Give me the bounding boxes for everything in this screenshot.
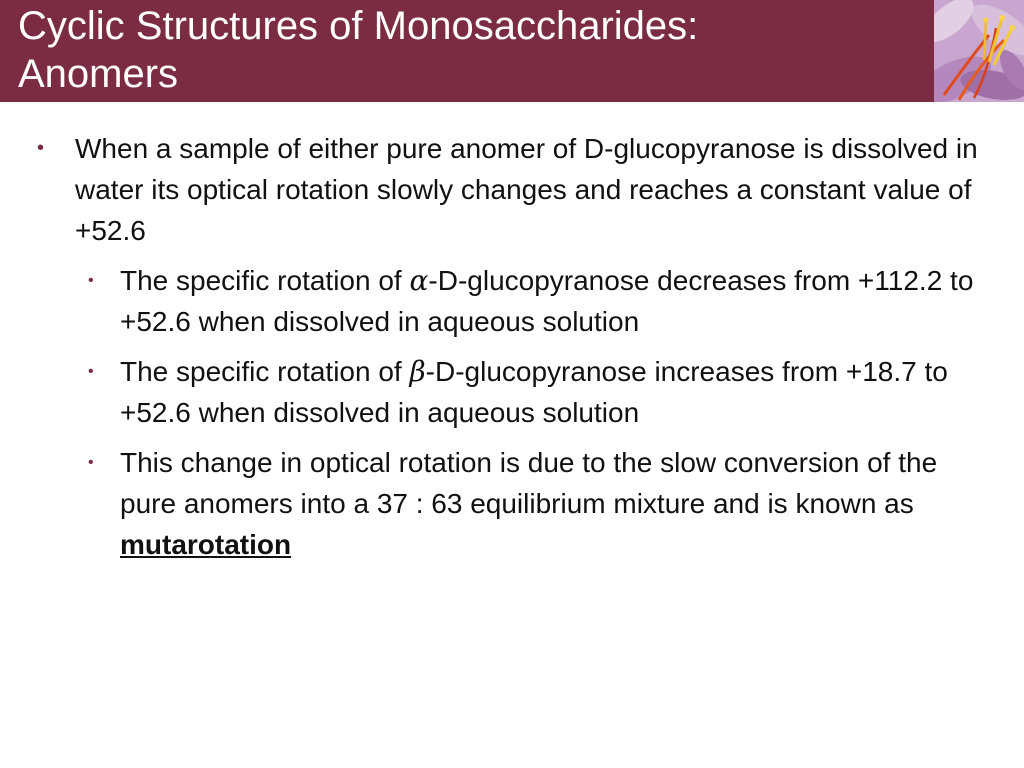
saffron-flower-graphic [934, 0, 1024, 102]
title-line-2: Anomers [18, 52, 179, 96]
term-mutarotation: mutarotation [120, 529, 292, 560]
bullet-dot-icon: • [88, 272, 94, 289]
bullet-text-after: -D-glucopyranose decreases from +112.2 to +52.6 when dissolved in aqueous solution [120, 265, 974, 337]
greek-alpha: α [409, 264, 429, 297]
bullet-text-before: The specific rotation of [120, 265, 410, 296]
slide-content [0, 128, 1024, 565]
greek-beta: β [409, 355, 426, 388]
bullet-mutarotation-intro [0, 128, 1024, 251]
bullet-text-before: This change in optical rotation is due to the slow conversion of the pure anomers into a 37 : 63 equilibrium mixture and is known as [120, 447, 938, 519]
bullet-alpha-rotation [0, 260, 1024, 342]
slide-title [18, 2, 918, 98]
bullet-text-after: -D-glucopyranose increases from +18.7 to +52.6 when dissolved in aqueous solution [120, 356, 948, 428]
title-bar [0, 0, 1024, 102]
bullet-text-before: The specific rotation of [120, 356, 410, 387]
saffron-flower-icon [934, 0, 1024, 102]
bullet-dot-icon: • [88, 454, 94, 471]
bullet-dot-icon: • [37, 137, 45, 159]
bullet-dot-icon: • [88, 363, 94, 380]
bullet-mutarotation-definition [0, 442, 1024, 565]
title-line-1: Cyclic Structures of Monosaccharides: [18, 4, 699, 48]
bullet-beta-rotation [0, 351, 1024, 433]
bullet-text: When a sample of either pure anomer of D-glucopyranose is dissolved in water its optical rotation slowly changes and reaches a constant value of +52.6 [75, 133, 978, 246]
